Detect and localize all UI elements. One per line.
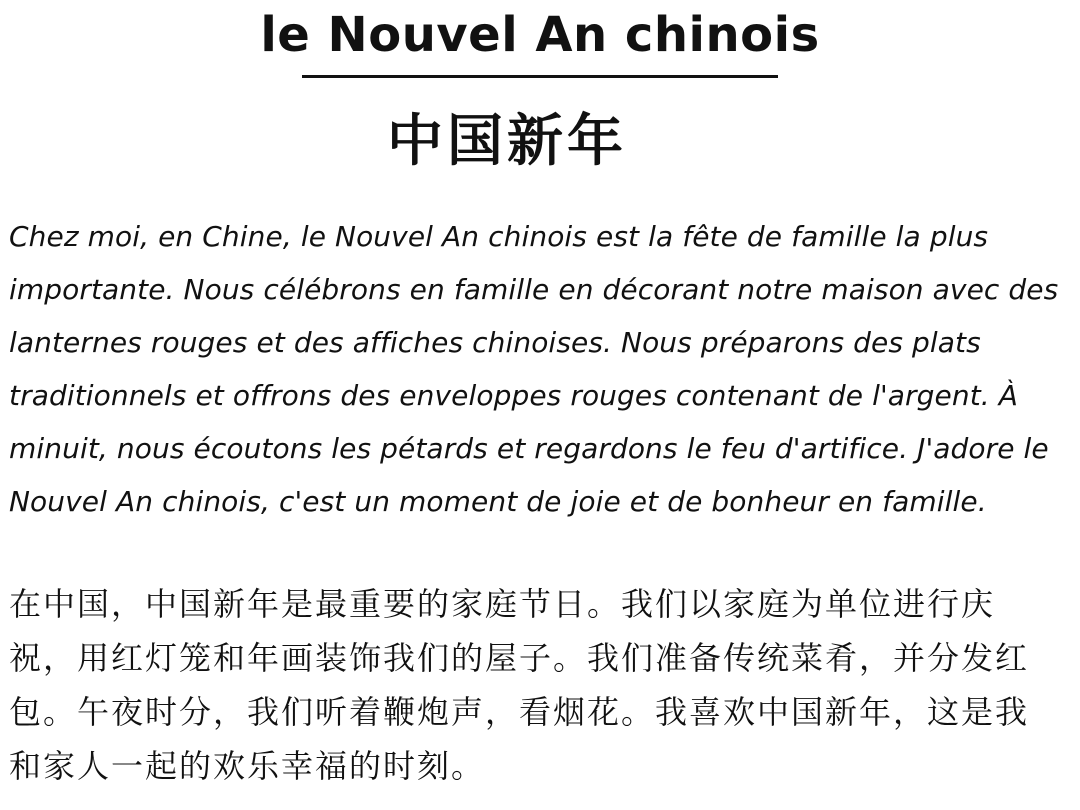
chinese-title: 中国新年	[387, 108, 627, 174]
chinese-paragraph: 在中国，中国新年是最重要的家庭节日。我们以家庭为单位进行庆祝，用红灯笼和年画装饰我们的屋子。我们准备传统菜肴，并分发红包。午夜时分，我们听着鞭炮声，看烟花。我喜欢中国新年，这是我和家人一起的欢乐幸福的时刻。	[9, 585, 1030, 785]
page-title: le Nouvel An chinois	[260, 7, 820, 63]
title-underline	[302, 75, 778, 78]
french-paragraph: Chez moi, en Chine, le Nouvel An chinois est la fête de famille la plus importante. Nous célébrons en famille en décorant notre maison avec des lanternes rouges et des affiches chinoises. Nous préparons des plats traditionnels et offrons des enveloppes rouges contenant de l'argent. À minuit, nous écoutons les pétards et regardons le feu d'artifice. J'adore le Nouvel An chinois, c'est un moment de joie et de bonheur en famille.	[9, 220, 1059, 518]
